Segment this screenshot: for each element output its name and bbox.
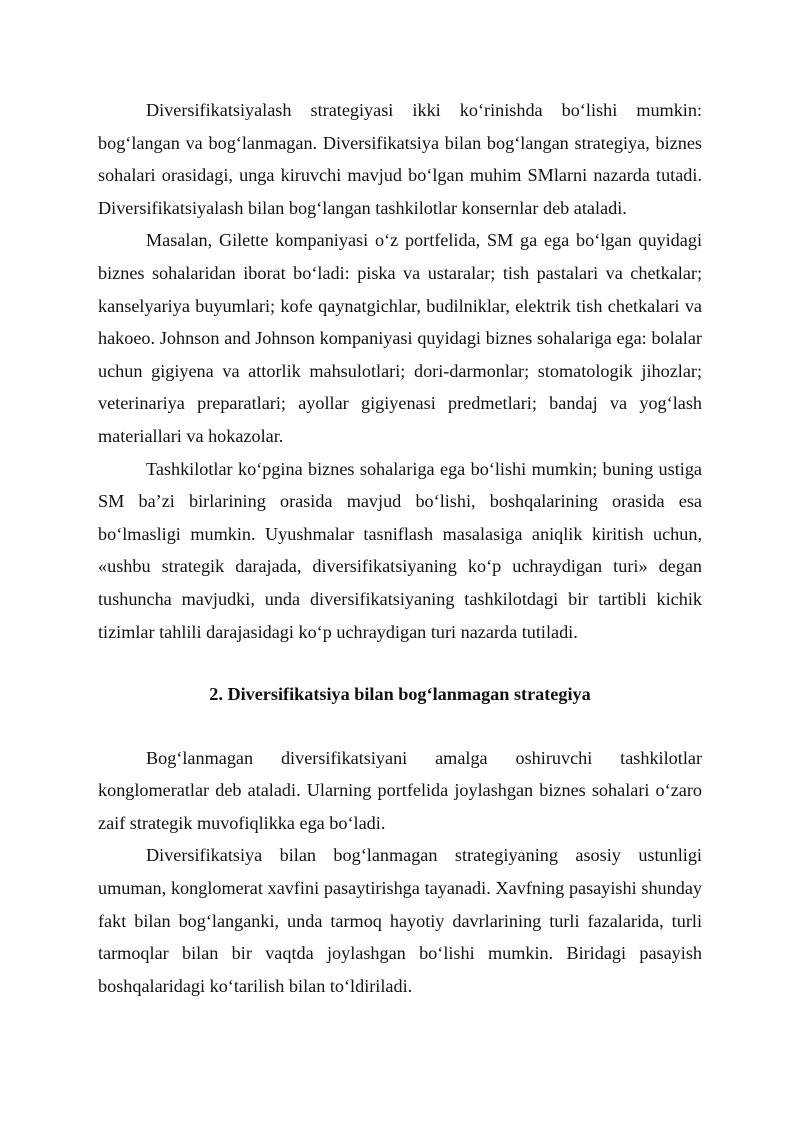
paragraph-business-areas: Tashkilotlar ko‘pgina biznes sohalariga ega bo‘lishi mumkin; buning ustiga SM ba’zi birlarining orasida mavjud bo‘lishi, boshqalarining orasida esa bo‘lmasligi mumkin. Uyushmalar tasniflash masalasiga aniqlik kiritish uchun, «ushbu strategik darajada, diversifikatsiyaning ko‘p uchraydigan turi» degan tushuncha mavjudki, unda diversifikatsiyaning tashkilotdagi bir tartibli kichik tizimlar tahlili darajasidagi ko‘p uchraydigan turi nazarda tutiladi.	[98, 458, 702, 642]
paragraph-conglomerates: Bog‘lanmagan diversifikatsiyani amalga oshiruvchi tashkilotlar konglomeratlar deb ataladi. Ularning portfelida joylashgan biznes sohalari o‘zaro zaif strategik muvofiqlikka ega bo‘ladi.	[98, 747, 702, 833]
section-heading: 2. Diversifikatsiya bilan bog‘lanmagan strategiya	[209, 684, 591, 705]
paragraph-diversification-types: Diversifikatsiyalash strategiyasi ikki ko‘rinishda bo‘lishi mumkin: bog‘langan va bog‘lanmagan. Diversifikatsiya bilan bog‘langan strategiya, biznes sohalari orasidagi, unga kiruvchi mavjud bo‘lgan muhim SMlarni nazarda tutadi. Diversifikatsiyalash bilan bog‘langan tashkilotlar konsernlar deb ataladi.	[98, 100, 702, 218]
paragraph-risk-reduction: Diversifikatsiya bilan bog‘lanmagan strategiyaning asosiy ustunligi umuman, konglomerat xavfini pasaytirishga tayanadi. Xavfning pasayishi shunday fakt bilan bog‘langanki, unda tarmoq hayotiy davrlarining turli fazalarida, turli tarmoqlar bilan bir vaqtda joylashgan bo‘lishi mumkin. Biridagi pasayish boshqalaridagi ko‘tarilish bilan to‘ldiriladi.	[98, 845, 702, 996]
paragraph-company-examples: Masalan, Gilette kompaniyasi o‘z portfelida, SM ga ega bo‘lgan quyidagi biznes sohalaridan iborat bo‘ladi: piska va ustaralar; tish pastalari va chetkalar; kanselyariya buyumlari; kofe qaynatgichlar, budilniklar, elektrik tish chetkalari va hakoeo. Johnson and Johnson kompaniyasi quyidagi biznes sohalariga ega: bolalar uchun gigiyena va attorlik mahsulotlari; dori-darmonlar; stomatologik jihozlar; veterinariya preparatlari; ayollar gigiyenasi predmetlari; bandaj va yog‘lash materiallari va hokazolar.	[98, 230, 702, 446]
